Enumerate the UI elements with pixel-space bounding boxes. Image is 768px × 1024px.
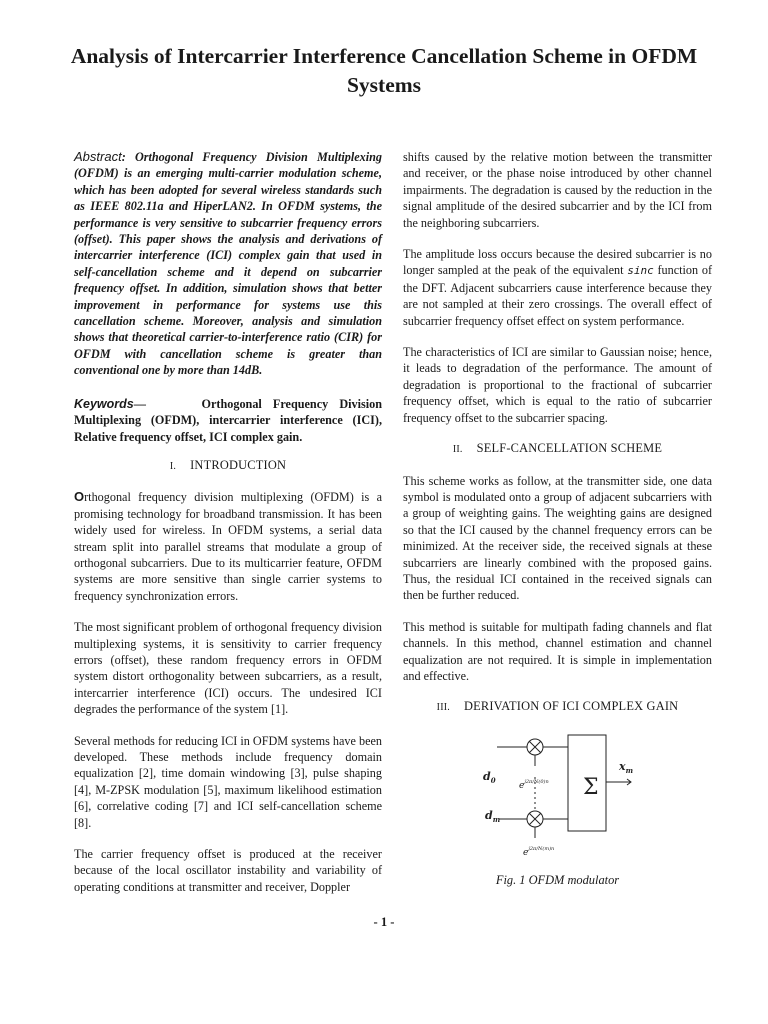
right-paragraph-4: This scheme works as follow, at the transmitter side, one data symbol is modulated onto a group of adjacent subcarriers with a group of weighting gains. The weighting gains are designed so that the ICI caused by the channel frequency errors can be minimized. At the receiver side, the received signals at these subcarriers are linearly combined with the proposed gains. Thus, the residual ICI contained in the received signals can then be further reduced. (403, 473, 712, 603)
keywords: Keywords— Orthogonal Frequency Division Multiplexing (OFDM), intercarrier interference (ICI), Relative frequency offset, ICI complex gain. (74, 396, 382, 444)
section-heading-self-cancellation: II. SELF-CANCELLATION SCHEME (452, 441, 663, 456)
intro-paragraph-4: The carrier frequency offset is produced at the receiver because of the local oscillator instability and variability of operating conditions at transmitter and receiver, Doppler (74, 847, 382, 894)
sigma-symbol: Σ (583, 775, 599, 800)
exp-top-label: $e^{j2\pi/N(0)n}$ (519, 779, 549, 791)
intro-paragraph-1: Orthogonal frequency division multiplexing (OFDM) is a promising technology for broadband transmission. It has been widely used for wireless. In OFDM systems, a serial data stream split into parallel streams that modulate a group of orthogonal subcarriers. Due to its multicarrier feature, OFDM systems are more sensitive than single carrier systems to frequency synchronization errors. (74, 489, 382, 603)
right-paragraph-5: This method is suitable for multipath fading channels and flat channels. In this method, channel estimation and channel equalization are not required. It is simple in implementation and effective. (403, 619, 712, 683)
keywords-label: Keywords (74, 396, 134, 411)
intro-paragraph-3: Several methods for reducing ICI in OFDM systems have been developed. These methods include frequency domain equalization [2], time domain windowing [3], pulse shaping [4], M-ZPSK modulation [5], maximum likelihood estimation [6], correlative coding [7] and ICI self-cancellation scheme [8]. (74, 733, 382, 830)
abstract-label: Abstract (74, 149, 122, 164)
intro-paragraph-2: The most significant problem of orthogonal frequency division multiplexing systems, it is sensitivity to carrier frequency errors (offset), these random frequency errors in OFDM system distort orthogonality between subcarriers, as a result, intercarrier interference (ICI) occurs. The undesired ICI degrades the performance of the system [1]. (74, 620, 382, 717)
input-d0-label: $d_0$ (483, 770, 496, 785)
right-paragraph-1: shifts caused by the relative motion between the transmitter and receiver, or the phase noise introduced by other channel impairments. The degradation is caused by the reduction in the signal amplitude of the desired subcarrier and by the ICI from the neighboring subcarriers. (403, 150, 712, 230)
sinc-term: sinc (627, 264, 654, 278)
right-paragraph-3: The characteristics of ICI are similar to Gaussian noise; hence, it leads to degradation of the performance. The amount of degradation is proportional to the fractional of subcarrier frequency offset, which is equal to the ratio of subcarrier frequency offset to the subcarrier spacing. (403, 345, 712, 425)
section-heading-derivation: III. DERIVATION OF ICI COMPLEX GAIN (436, 699, 679, 714)
drop-cap: O (74, 489, 85, 505)
keywords-text: Orthogonal Frequency Division Multiplexing (OFDM), intercarrier interference (ICI), Relative frequency offset, ICI complex gain. (74, 396, 382, 444)
abstract: Abstract: Orthogonal Frequency Division Multiplexing (OFDM) is an emerging multi-carrier modulation scheme, which has been adopted for several wireless standards such as IEEE 802.11a and HiperLAN2. In OFDM systems, the performance is very sensitive to subcarrier frequency errors (offset). This paper shows the analysis and derivations of intercarrier interference (ICI) complex gain that used in self-cancellation scheme and it depend on subcarrier frequency offset. In addition, simulation shows that better improvement in performance for systems use this cancellation scheme. Moreover, analysis and simulation shows that theoretical carrier-to-interference ratio (CIR) for OFDM with cancellation scheme is greater than conventional one by more than 14dB. (74, 149, 383, 378)
section-heading-intro: I. INTRODUCTION (169, 457, 287, 472)
right-paragraph-2: The amplitude loss occurs because the desired subcarrier is no longer sampled at the peak of the equivalent sinc function of the DFT. Adjacent subcarriers cause interference because they are not sampled at their zero crossings. The overall effect of subcarrier frequency offset effect on system performance. (403, 247, 712, 328)
paper-title: Analysis of Intercarrier Interference Cancellation Scheme in OFDM Systems (70, 44, 698, 97)
page-number: - 1 - (373, 915, 395, 929)
figure-caption: Fig. 1 OFDM modulator (495, 873, 620, 887)
output-xm-label: $x_m$ (619, 760, 633, 775)
abstract-text: Orthogonal Frequency Division Multiplexing (OFDM) is an emerging multi-carrier modulation scheme, which has been adopted for several wireless standards such as IEEE 802.11a and HiperLAN2. In OFDM systems, the performance is very sensitive to subcarrier frequency errors (offset). This paper shows the analysis and derivations of intercarrier interference (ICI) complex gain that used in self-cancellation scheme and it depend on subcarrier frequency offset. In addition, simulation shows that better improvement in performance for systems use this cancellation scheme. Moreover, analysis and simulation shows that theoretical carrier-to-interference ratio (CIR) for OFDM with cancellation scheme is greater than conventional one by more than 14dB. (74, 150, 383, 378)
exp-bottom-label: $e^{j2\pi/N(m)n}$ (523, 846, 555, 858)
left-column (74, 0, 382, 895)
input-dm-label: $d_m$ (485, 809, 501, 824)
ofdm-modulator-diagram (473, 730, 643, 860)
right-column (403, 0, 712, 717)
